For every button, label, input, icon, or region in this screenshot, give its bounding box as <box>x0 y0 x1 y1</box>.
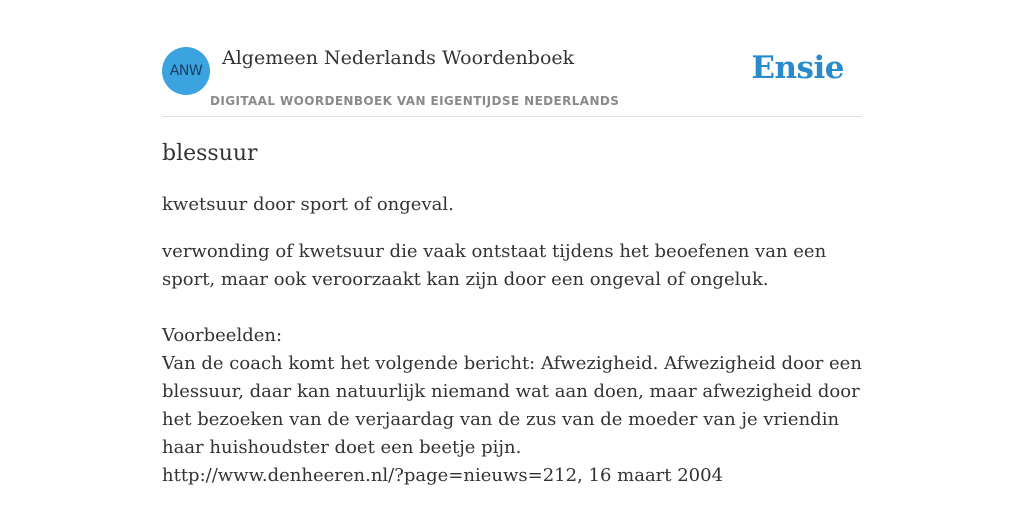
anw-logo[interactable]: ANW <box>162 47 210 95</box>
example-text: Van de coach komt het volgende bericht: Afwezigheid. Afwezigheid door een blessuur, daar kan natuurlijk niemand wat aan doen, maar afwezigheid door het bezoeken van de verjaardag van de zus van de moeder van je vriendin haar huishoudster doet een beetje pijn. <box>162 353 862 458</box>
entry-content <box>162 140 862 490</box>
examples-label: Voorbeelden: <box>162 325 283 346</box>
site-header <box>162 40 862 117</box>
site-title[interactable]: Algemeen Nederlands Woordenboek <box>222 47 575 69</box>
example-source: http://www.denheeren.nl/?page=nieuws=212, 16 maart 2004 <box>162 465 724 486</box>
entry-definition: kwetsuur door sport of ongeval. <box>162 194 454 215</box>
entry-explanation: verwonding of kwetsuur die vaak ontstaat tijdens het beoefenen van een sport, maar ook veroorzaakt kan zijn door een ongeval of ongeluk. <box>162 241 827 290</box>
site-subtitle: DIGITAAL WOORDENBOEK VAN EIGENTIJDSE NEDERLANDS <box>210 94 620 108</box>
entry-headword: blessuur <box>162 141 258 166</box>
ensie-brand-logo[interactable]: Ensie <box>751 50 844 86</box>
